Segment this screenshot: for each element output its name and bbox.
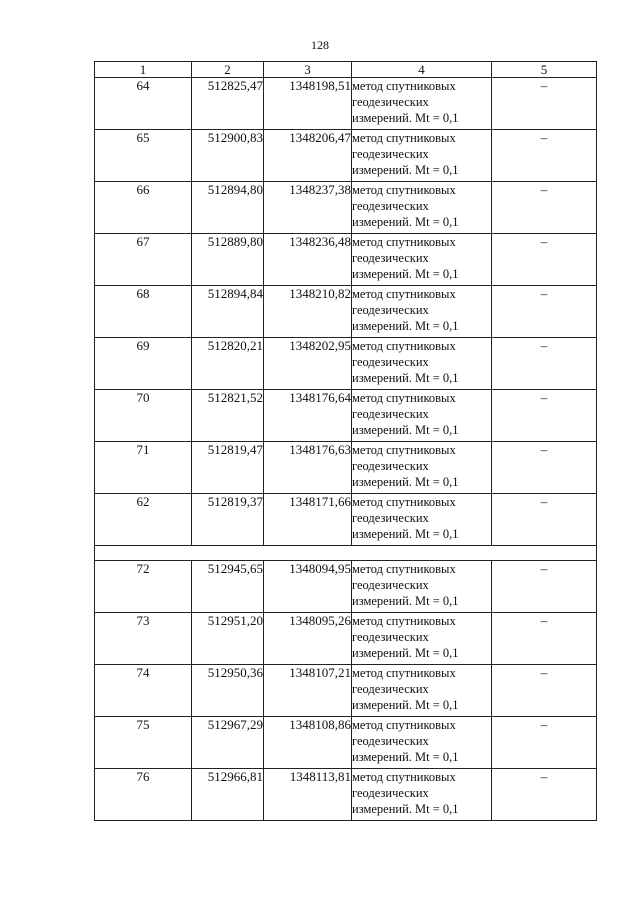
method-cell: метод спутниковых геодезических измерений. Mt = 0,1 [352,182,492,234]
point-number-cell: 71 [95,442,192,494]
x-coordinate-cell: 512819,37 [192,494,264,546]
table-row [95,338,597,390]
point-number-cell: 74 [95,665,192,717]
note-cell: – [492,561,597,613]
header-col-4: 4 [352,62,492,78]
header-col-1: 1 [95,62,192,78]
method-cell: метод спутниковых геодезических измерений. Mt = 0,1 [352,442,492,494]
point-number-cell: 65 [95,130,192,182]
y-coordinate-cell: 1348176,64 [264,390,352,442]
y-coordinate-cell: 1348113,81 [264,769,352,821]
method-cell: метод спутниковых геодезических измерений. Mt = 0,1 [352,390,492,442]
coordinates-table [94,61,597,821]
table-row [95,769,597,821]
header-col-5: 5 [492,62,597,78]
x-coordinate-cell: 512825,47 [192,78,264,130]
y-coordinate-cell: 1348236,48 [264,234,352,286]
header-col-3: 3 [264,62,352,78]
x-coordinate-cell: 512894,80 [192,182,264,234]
point-number-cell: 75 [95,717,192,769]
table-row [95,234,597,286]
x-coordinate-cell: 512967,29 [192,717,264,769]
point-number-cell: 72 [95,561,192,613]
note-cell: – [492,286,597,338]
y-coordinate-cell: 1348108,86 [264,717,352,769]
y-coordinate-cell: 1348107,21 [264,665,352,717]
group-separator-row [95,546,597,561]
note-cell: – [492,182,597,234]
method-cell: метод спутниковых геодезических измерений. Mt = 0,1 [352,769,492,821]
point-number-cell: 66 [95,182,192,234]
point-number-cell: 68 [95,286,192,338]
note-cell: – [492,613,597,665]
table-row [95,286,597,338]
x-coordinate-cell: 512820,21 [192,338,264,390]
table-row [95,78,597,130]
x-coordinate-cell: 512889,80 [192,234,264,286]
note-cell: – [492,234,597,286]
y-coordinate-cell: 1348210,82 [264,286,352,338]
x-coordinate-cell: 512951,20 [192,613,264,665]
x-coordinate-cell: 512819,47 [192,442,264,494]
method-cell: метод спутниковых геодезических измерений. Mt = 0,1 [352,665,492,717]
y-coordinate-cell: 1348198,51 [264,78,352,130]
method-cell: метод спутниковых геодезических измерений. Mt = 0,1 [352,717,492,769]
note-cell: – [492,494,597,546]
table-header-row [95,62,597,78]
table-row [95,717,597,769]
note-cell: – [492,390,597,442]
x-coordinate-cell: 512945,65 [192,561,264,613]
y-coordinate-cell: 1348094,95 [264,561,352,613]
y-coordinate-cell: 1348202,95 [264,338,352,390]
table-row [95,494,597,546]
table-row [95,561,597,613]
table-row [95,182,597,234]
method-cell: метод спутниковых геодезических измерений. Mt = 0,1 [352,286,492,338]
table-row [95,130,597,182]
x-coordinate-cell: 512966,81 [192,769,264,821]
note-cell: – [492,442,597,494]
point-number-cell: 67 [95,234,192,286]
note-cell: – [492,665,597,717]
point-number-cell: 70 [95,390,192,442]
point-number-cell: 69 [95,338,192,390]
method-cell: метод спутниковых геодезических измерений. Mt = 0,1 [352,613,492,665]
method-cell: метод спутниковых геодезических измерений. Mt = 0,1 [352,130,492,182]
y-coordinate-cell: 1348176,63 [264,442,352,494]
y-coordinate-cell: 1348171,66 [264,494,352,546]
note-cell: – [492,78,597,130]
y-coordinate-cell: 1348095,26 [264,613,352,665]
page-number: 128 [311,38,329,52]
x-coordinate-cell: 512900,83 [192,130,264,182]
note-cell: – [492,769,597,821]
method-cell: метод спутниковых геодезических измерений. Mt = 0,1 [352,78,492,130]
note-cell: – [492,338,597,390]
table-row [95,613,597,665]
table-row [95,442,597,494]
method-cell: метод спутниковых геодезических измерений. Mt = 0,1 [352,234,492,286]
method-cell: метод спутниковых геодезических измерений. Mt = 0,1 [352,338,492,390]
method-cell: метод спутниковых геодезических измерений. Mt = 0,1 [352,494,492,546]
table-row [95,390,597,442]
note-cell: – [492,717,597,769]
y-coordinate-cell: 1348206,47 [264,130,352,182]
header-col-2: 2 [192,62,264,78]
x-coordinate-cell: 512894,84 [192,286,264,338]
note-cell: – [492,130,597,182]
point-number-cell: 62 [95,494,192,546]
point-number-cell: 64 [95,78,192,130]
group-separator-cell [95,546,597,561]
point-number-cell: 73 [95,613,192,665]
x-coordinate-cell: 512821,52 [192,390,264,442]
method-cell: метод спутниковых геодезических измерений. Mt = 0,1 [352,561,492,613]
x-coordinate-cell: 512950,36 [192,665,264,717]
y-coordinate-cell: 1348237,38 [264,182,352,234]
point-number-cell: 76 [95,769,192,821]
table-row [95,665,597,717]
